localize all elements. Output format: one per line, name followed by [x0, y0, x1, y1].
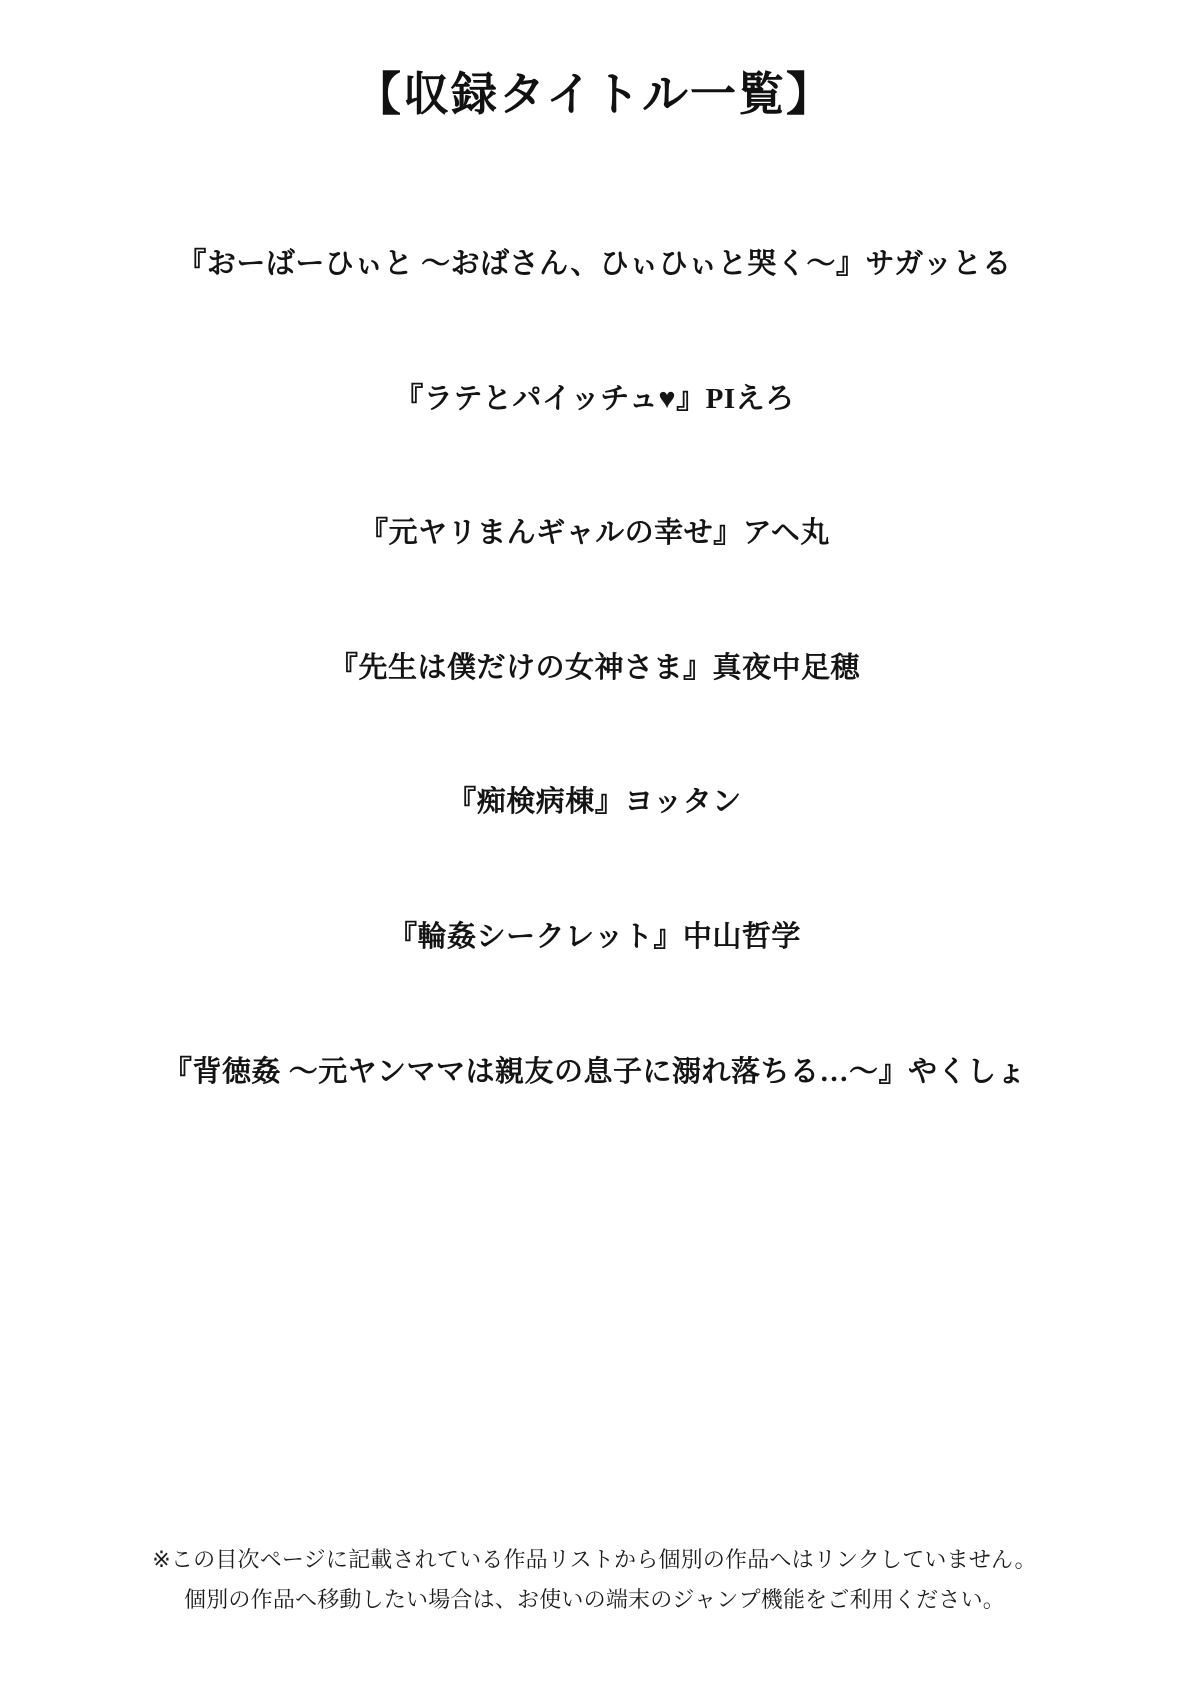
page-title: 【収録タイトル一覧】: [354, 69, 835, 120]
list-item: 『ラテとパイッチュ♥』PIえろ: [394, 382, 795, 415]
footer-note-line-2: 個別の作品へ移動したい場合は、お使いの端末のジャンプ機能をご利用ください。: [184, 1587, 1005, 1613]
list-item: 『輪姦シークレット』中山哲学: [388, 920, 801, 953]
title-list: [0, 244, 1189, 1092]
list-item: 『おーばーひぃと ～おばさん、ひぃひぃと哭く～』サガッとる: [177, 248, 1012, 280]
footer-note-line-1: ※この目次ページに記載されている作品リストから個別の作品へはリンクしていません。: [152, 1546, 1037, 1572]
list-item: 『元ヤリまんギャルの幸せ』アヘ丸: [359, 517, 830, 550]
footer-note: [0, 1540, 1189, 1621]
list-item: 『背徳姦 ～元ヤンママは親友の息子に溺れ落ちる…～』やくしょ: [163, 1055, 1026, 1088]
list-item: 『痴検病棟』ヨッタン: [447, 786, 742, 819]
list-item: 『先生は僕だけの女神さま』真夜中足穂: [328, 651, 860, 684]
